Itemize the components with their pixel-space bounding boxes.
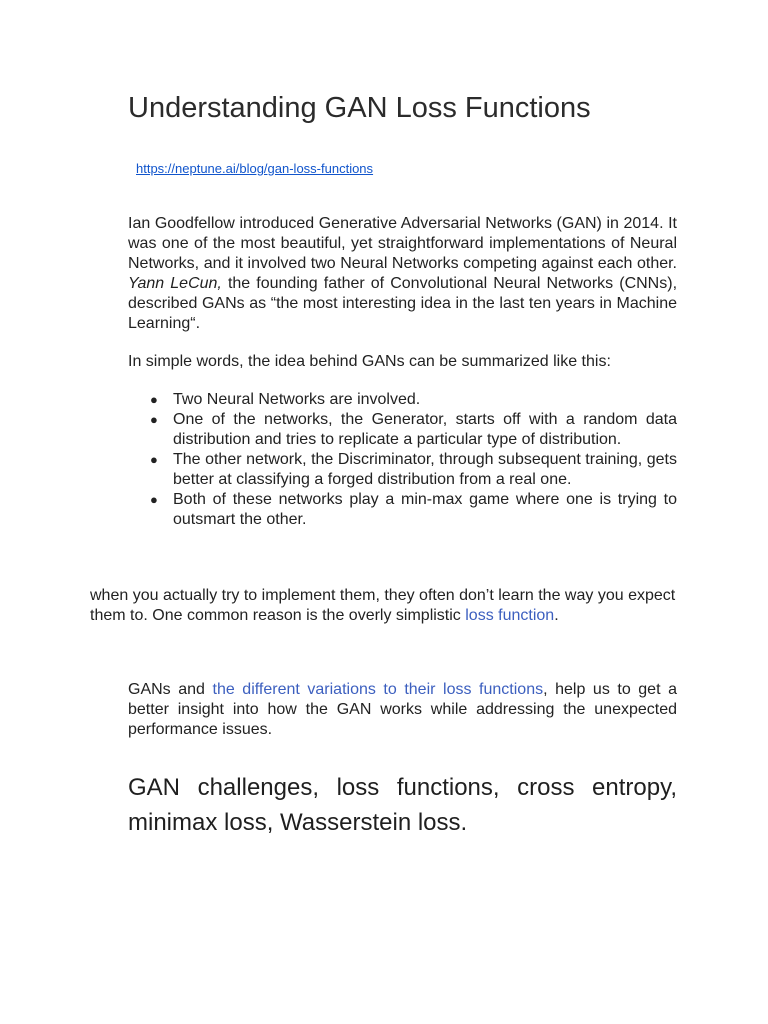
intro-italic-name: Yann LeCun, [128,275,222,292]
bullet-icon: ● [150,452,158,467]
implementation-text: when you actually try to implement them, they often don’t learn the way you expect them to. One common reason is the overly simplistic [90,587,676,624]
list-item [150,450,677,490]
topics-heading: GAN challenges, loss functions, cross entropy, minimax loss, Wasserstein loss. [128,774,677,836]
bullet-icon: ● [150,412,158,427]
list-item-text: Two Neural Networks are involved. [173,391,421,408]
loss-function-link[interactable]: loss function [465,607,555,624]
insight-paragraph [128,680,677,740]
list-item [150,490,677,530]
insight-text-start: GANs and [128,681,213,698]
list-item [150,410,677,450]
bullet-icon: ● [150,392,158,407]
page-title: Understanding GAN Loss Functions [128,92,591,124]
intro-paragraph [128,214,677,334]
implementation-paragraph [90,586,680,626]
loss-variations-link[interactable]: the different variations to their loss functions [212,681,544,698]
insight-text-rest: , help us to get a better insight into how the GAN works while addressing the unexpected performance issues. [128,681,677,738]
bullet-icon: ● [150,492,158,507]
idea-list [150,390,677,530]
list-item-text: Both of these networks play a min-max game where one is trying to outsmart the other. [173,491,677,528]
intro-text-2: the founding father of Convolutional Neural Networks (CNNs), described GANs as “the most interesting idea in the last ten years in Machine Learning“. [128,275,678,332]
implementation-end: . [554,607,559,624]
summary-lead: In simple words, the idea behind GANs can be summarized like this: [128,353,611,370]
list-item [150,390,677,410]
list-item-text: The other network, the Discriminator, through subsequent training, gets better at classifying a forged distribution from a real one. [173,451,677,488]
list-item-text: One of the networks, the Generator, starts off with a random data distribution and tries to replicate a particular type of distribution. [173,411,677,448]
intro-text-1: Ian Goodfellow introduced Generative Adversarial Networks (GAN) in 2014. It was one of the most beautiful, yet straightforward implementations of Neural Networks, and it involved two Neural Networks competing against each other. [128,215,677,272]
source-url-link[interactable]: https://neptune.ai/blog/gan-loss-functions [136,161,374,176]
